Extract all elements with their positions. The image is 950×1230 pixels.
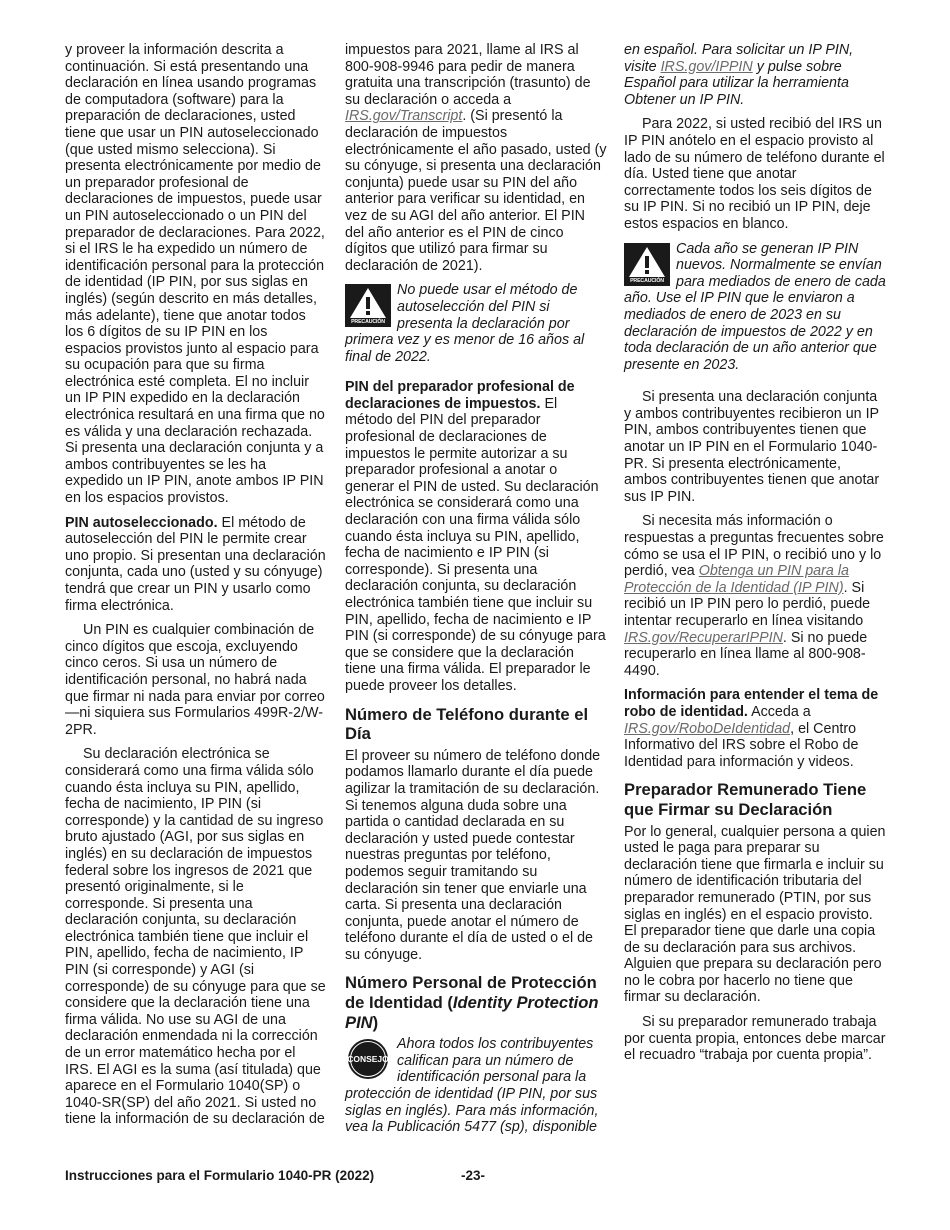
paragraph-text: El método de autoselección del PIN le permite crear uno propio. Si presentan una declaración conjunta, cada uno (usted y su cónyuge) tendrá que crear un PIN y usarlo como firma electrónica.: [65, 514, 326, 614]
footer-title: Instrucciones para el Formulario 1040-PR (2022): [65, 1168, 375, 1183]
heading-text-italic: Identity Protection PIN: [345, 993, 599, 1032]
paragraph: [345, 379, 607, 694]
caution-note: [624, 241, 886, 374]
caution-text: Cada año se generan IP PIN nuevos. Normalmente se envían para mediados de enero de cada año. Use el IP PIN que le enviaron a mediados de enero de 2023 en su declaración de impuestos de 2022 y en toda declaración de un año anterior que presente en 2023.: [624, 240, 886, 373]
tip-label: CONSEJO: [347, 1054, 389, 1065]
caution-label: PRECAUCIÓN: [630, 277, 664, 284]
caution-label: PRECAUCIÓN: [351, 319, 385, 326]
paragraph-text: . Si no puede recuperarlo en línea llame al 800-908-4490.: [624, 629, 868, 679]
caution-icon: [345, 284, 391, 327]
paragraph: [345, 42, 607, 274]
paragraph-text: impuestos para 2021, llame al IRS al 800-908-9946 para pedir de manera gratuita una transcripción (trasunto) de su declaración o acceda a: [345, 42, 591, 108]
paragraph: Por lo general, cualquier persona a quien usted le paga para preparar su declaración tiene que firmarla e incluir su número de identificación tributaria del preparador remunerado (PTIN, por sus siglas en inglés) en el espacio provisto. El preparador tiene que darle una copia de su declaración para sus archivos. Alguien que prepara su declaración pero no le cobra por hacerlo no tiene que firmar su declaración.: [624, 823, 886, 1006]
paragraph: Para 2022, si usted recibió del IRS un IP PIN anótelo en el espacio provisto al lado de su número de teléfono durante el día. Usted tiene que anotar correctamente todos los seis dígitos de su IP PIN. Si no recibió un IP PIN, deje estos espacios en blanco.: [624, 116, 885, 232]
paragraph: Su declaración electrónica se considerará como una firma válida sólo cuando ésta incluya su PIN, apellido, fecha de nacimiento, IP PIN (si corresponde) y la cantidad de su ingreso bruto ajustado (AGI, por sus siglas en inglés) en su declaración de impuestos federal sobre los ingresos de 2021 que presentó originalmente, si le corresponde. Si presenta una declaración conjunta, su declaración electrónica también tiene que incluir el PIN, apellido, fecha de nacimiento, IP PIN (si corresponde) y AGI (si corresponde) de su cónyuge para que se considere que la declaración tiene una firma válida. No use su AGI de una declaración enmendada ni la corrección de un error matemático hecha por el IRS. El AGI es la suma (así titulada) que aparece en el Formulario 1040(SP) o 1040-SR(SP) del año 2021. Si usted no tiene la información de su declaración de: [65, 746, 326, 1128]
page-number: -23-: [461, 1168, 486, 1183]
paragraph: [624, 42, 886, 108]
paragraph-text: en español. Para solicitar un IP PIN, visite: [624, 42, 854, 75]
paragraph: [65, 515, 327, 615]
section-heading: Número de Teléfono durante el Día: [345, 704, 589, 744]
paragraph-text: Si necesita más información o respuestas a preguntas frecuentes sobre cómo se usa el IP PIN, o recibió uno y lo perdió, vea: [624, 513, 884, 580]
paragraph-text: , el Centro Informativo del IRS sobre el Robo de Identidad para información y videos.: [624, 720, 859, 770]
paragraph-text: y pulse sobre Español para utilizar la herramienta Obtener un IP PIN.: [624, 58, 849, 108]
robo-identidad-link[interactable]: IRS.gov/RoboDeIdentidad: [624, 720, 791, 737]
paragraph-lead: PIN autoseleccionado.: [65, 514, 218, 531]
paragraph-text: . Si recibió un IP PIN pero lo perdió, puede intentar recuperarlo en línea visitando: [624, 579, 871, 629]
transcript-link[interactable]: IRS.gov/Transcript: [345, 108, 463, 125]
paragraph: El proveer su número de teléfono donde podamos llamarlo durante el día puede agilizar la tramitación de su declaración. Si tenemos alguna duda sobre una partida o cantidad declarada en su declaración y usted puede contestar nuestras preguntas por teléfono, podemos seguir tramitando su declaración sin tener que enviarle una carta. Si presenta una declaración conjunta, puede anotar el número de teléfono durante el día de usted o el de su cónyuge.: [345, 747, 601, 963]
paragraph-lead: Información para entender el tema de robo de identidad.: [624, 687, 879, 720]
caution-note: [345, 282, 607, 365]
paragraph: Si presenta una declaración conjunta y ambos contribuyentes recibieron un IP PIN, ambos contribuyentes tienen que anotar un IP PIN en el Formulario 1040-PR. Si presenta electrónicamente, ambos contribuyentes tienen que anotar sus IP PIN.: [624, 389, 880, 505]
paragraph-text: El método del PIN del preparador profesional de declaraciones de impuestos le permite autorizar a su preparador profesional a anotar o generar el PIN de usted. Su declaración electrónica se considerará como una declaración con una firma válida sólo cuando ésta incluya su PIN, apellido, fecha de nacimiento e IP PIN (si corresponde). Si presenta una declaración conjunta, su declaración electrónica también tiene que incluir su PIN, apellido, fecha de nacimiento e IP PIN (si corresponde) de su cónyuge para que se considere que la declaración tiene una firma válida. El preparador le puede proveer los detalles.: [345, 395, 606, 694]
caution-icon: [624, 243, 670, 286]
paragraph: Un PIN es cualquier combinación de cinco dígitos que escoja, excluyendo cinco ceros. Si usa un número de identificación personal, no habrá nada que firmar ni nada para enviar por correo —ni siquiera sus Formularios 499R-2/W-2PR.: [65, 622, 325, 738]
heading-text: Número Personal de Protección de Identidad (: [345, 973, 597, 1013]
column-right: [624, 42, 886, 1072]
obtenga-pin-link[interactable]: Obtenga un PIN para la Protección de la Identidad (IP PIN): [624, 563, 849, 596]
section-heading: [345, 973, 607, 1032]
paragraph: [624, 513, 886, 679]
ippin-link[interactable]: IRS.gov/IPPIN: [660, 58, 753, 75]
recuperar-ippin-link[interactable]: IRS.gov/RecuperarIPPIN: [624, 629, 783, 646]
caution-text: No puede usar el método de autoselección del PIN si presenta la declaración por primera vez y es menor de 16 años al final de 2022.: [345, 282, 585, 365]
paragraph: y proveer la información descrita a continuación. Si está presentando una declaración en línea usando programas de computadora (software) para la preparación de declaraciones, usted tiene que usar un PIN autoseleccionado (que usted mismo selecciona). Si presenta electrónicamente por medio de un preparador profesional de declaraciones de impuestos, puede usar un PIN autoseleccionado o un PIN del preparador de declaraciones. Para 2022, si el IRS le ha expedido un número de identificación personal para la protección de identidad (IP PIN, por sus siglas en inglés) (según descrito en más detalles, más adelante), tiene que anotar todos los 6 dígitos de su IP PIN en los espacios provistos junto al espacio para su ocupación para que su firma electrónica esté completa. El no incluir un IP PIN expedido en la declaración electrónica resultará en una firma que no es válida y una declaración rechazada. Si presenta una declaración conjunta y a ambos contribuyentes se les ha expedido un IP PIN, anote ambos IP PIN en los espacios provistos.: [65, 42, 325, 507]
tip-text: Ahora todos los contribuyentes califican para un número de identificación personal para la protección de identidad (IP PIN, por sus siglas en inglés). Para más información, vea la Publicación 5477 (sp), disponible: [345, 1036, 599, 1136]
column-middle: [345, 42, 607, 1146]
paragraph-lead: PIN del preparador profesional de declaraciones de impuestos.: [345, 379, 575, 412]
column-left: [65, 42, 327, 1136]
heading-text: ): [372, 1012, 379, 1032]
tip-note: [345, 1036, 607, 1136]
tip-icon: [345, 1038, 391, 1080]
section-heading: Preparador Remunerado Tiene que Firmar su Declaración: [624, 780, 867, 819]
paragraph: Si su preparador remunerado trabaja por cuenta propia, entonces debe marcar el recuadro “trabaja por cuenta propia”.: [624, 1014, 886, 1064]
paragraph: [624, 687, 886, 770]
paragraph-text: Acceda a: [751, 703, 811, 720]
paragraph-text: . (Si presentó la declaración de impuestos electrónicamente el año pasado, usted (y su cónyuge, si presenta una declaración conjunta) puede usar su PIN del año anterior para verificar su identidad, en vez de su AGI del año anterior. El PIN del año anterior es el PIN de cinco dígitos que utilizó para firmar su declaración de 2021).: [345, 108, 607, 274]
